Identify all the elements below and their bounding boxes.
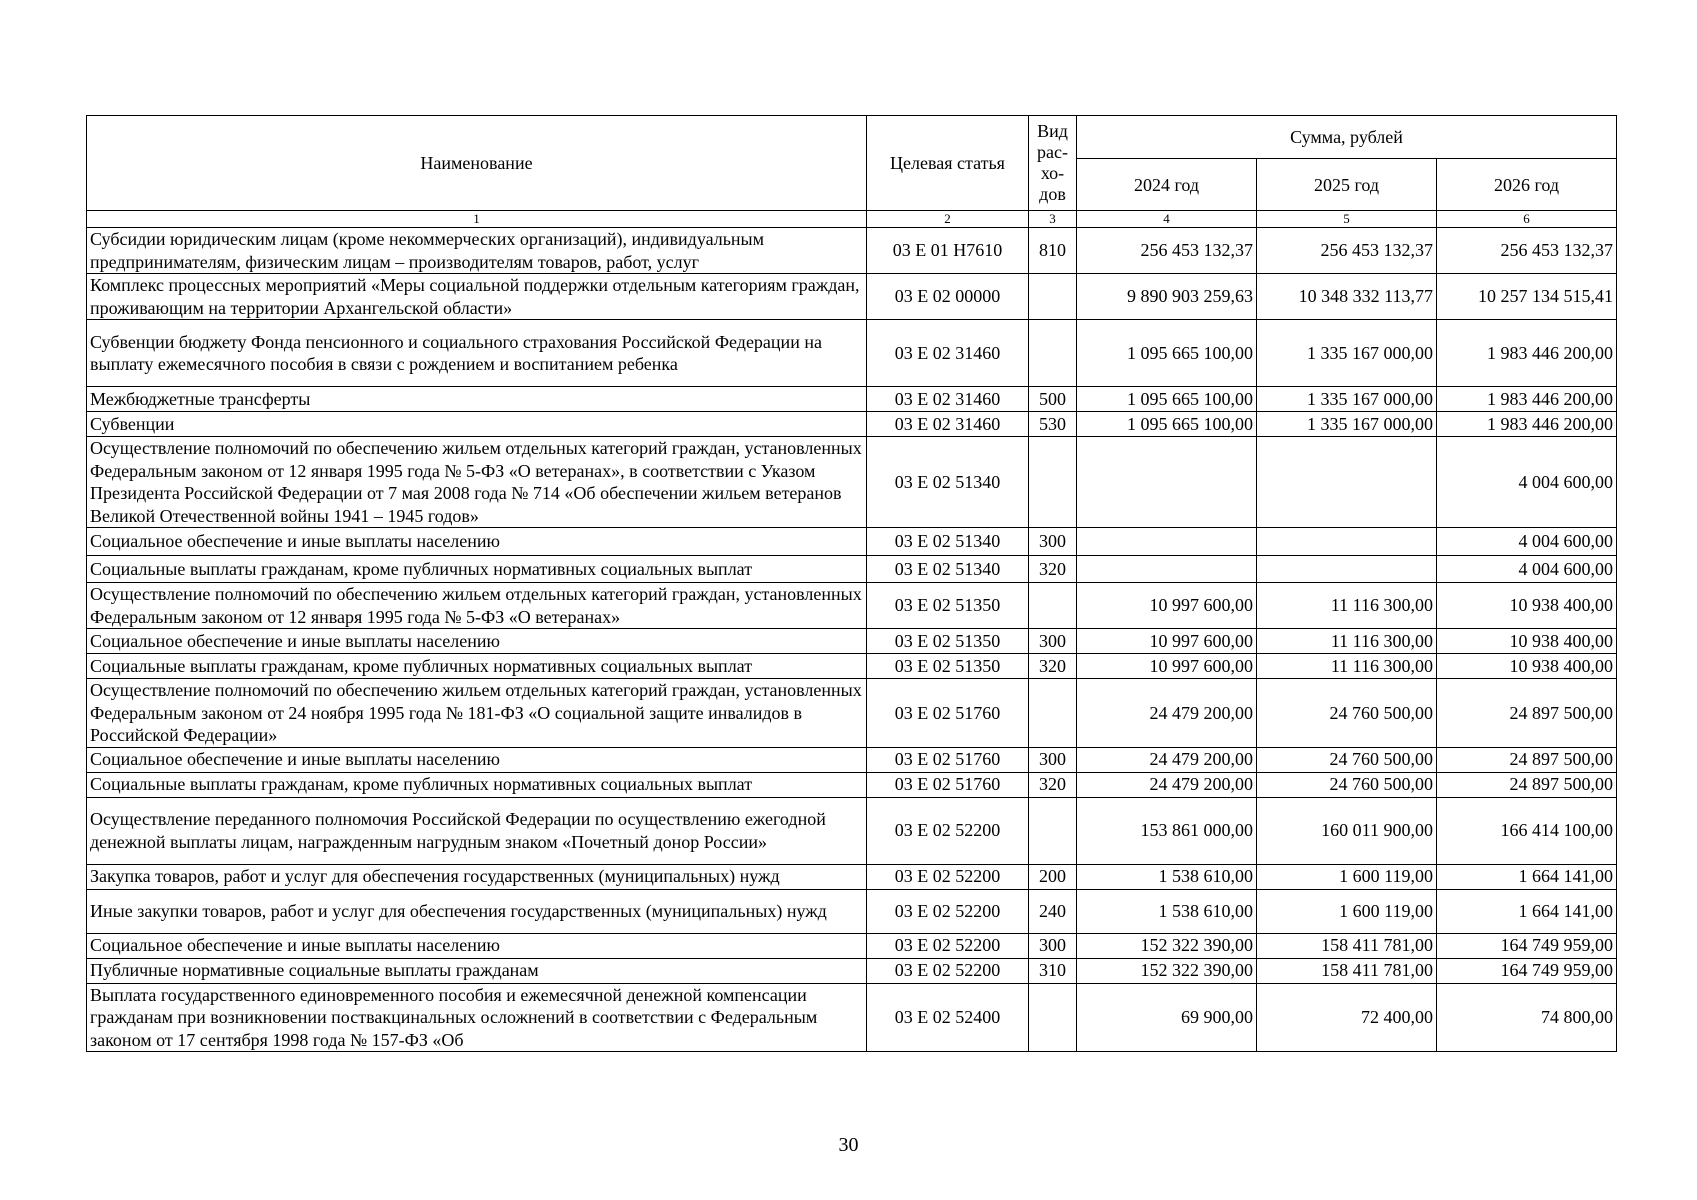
row-sum-2024 <box>1077 556 1257 583</box>
column-number-row <box>87 211 1617 228</box>
row-expense-type: 320 <box>1029 654 1077 679</box>
table-row <box>87 958 1617 983</box>
row-expense-type: 310 <box>1029 958 1077 983</box>
row-sum-2025: 72 400,00 <box>1257 983 1437 1052</box>
row-sum-2026: 10 938 400,00 <box>1437 629 1617 654</box>
row-sum-2025: 11 116 300,00 <box>1257 654 1437 679</box>
row-name: Межбюджетные трансферты <box>87 387 867 412</box>
row-sum-2026: 4 004 600,00 <box>1437 556 1617 583</box>
row-sum-2026: 74 800,00 <box>1437 983 1617 1052</box>
table-row <box>87 556 1617 583</box>
row-sum-2026: 1 664 141,00 <box>1437 889 1617 933</box>
row-name: Осуществление полномочий по обеспечению жильем отдельных категорий граждан, установленных Федеральным законом от 12 января 1995 года № 5-ФЗ «О ветеранах», в соответствии с Указом Президента Российской Федерации от 7 мая 2008 года № 714 «Об обеспечении жильем ветеранов Великой Отечественной войны 1941 – 1945 годов» <box>87 437 867 528</box>
row-expense-type: 300 <box>1029 528 1077 556</box>
row-sum-2024: 256 453 132,37 <box>1077 228 1257 274</box>
row-sum-2024 <box>1077 528 1257 556</box>
row-name: Иные закупки товаров, работ и услуг для обеспечения государственных (муниципальных) нужд <box>87 889 867 933</box>
row-expense-type <box>1029 983 1077 1052</box>
row-name: Социальное обеспечение и иные выплаты населению <box>87 747 867 772</box>
row-sum-2026: 1 983 446 200,00 <box>1437 387 1617 412</box>
row-expense-type: 240 <box>1029 889 1077 933</box>
table-row <box>87 864 1617 889</box>
row-sum-2025: 1 335 167 000,00 <box>1257 412 1437 437</box>
table-row <box>87 320 1617 387</box>
header-year-2024: 2024 год <box>1077 159 1257 211</box>
row-sum-2026: 24 897 500,00 <box>1437 679 1617 748</box>
table-row <box>87 747 1617 772</box>
row-target-article: 03 Е 02 51350 <box>867 629 1029 654</box>
row-sum-2025: 10 348 332 113,77 <box>1257 274 1437 320</box>
row-sum-2025: 1 335 167 000,00 <box>1257 320 1437 387</box>
row-sum-2026: 1 983 446 200,00 <box>1437 320 1617 387</box>
row-sum-2024: 1 538 610,00 <box>1077 889 1257 933</box>
table-row <box>87 654 1617 679</box>
table-row <box>87 983 1617 1052</box>
row-sum-2026: 166 414 100,00 <box>1437 797 1617 864</box>
row-sum-2024: 9 890 903 259,63 <box>1077 274 1257 320</box>
row-target-article: 03 Е 02 52400 <box>867 983 1029 1052</box>
page-number: 30 <box>838 1134 859 1156</box>
row-name: Социальные выплаты гражданам, кроме публичных нормативных социальных выплат <box>87 772 867 797</box>
row-target-article: 03 Е 02 00000 <box>867 274 1029 320</box>
row-sum-2025 <box>1257 556 1437 583</box>
row-sum-2026: 164 749 959,00 <box>1437 958 1617 983</box>
row-target-article: 03 Е 01 Н7610 <box>867 228 1029 274</box>
column-number: 6 <box>1437 211 1617 228</box>
table-row <box>87 437 1617 528</box>
row-sum-2025: 11 116 300,00 <box>1257 629 1437 654</box>
row-name: Социальное обеспечение и иные выплаты населению <box>87 629 867 654</box>
row-expense-type: 320 <box>1029 772 1077 797</box>
row-sum-2024: 153 861 000,00 <box>1077 797 1257 864</box>
row-sum-2025: 24 760 500,00 <box>1257 772 1437 797</box>
row-sum-2025: 158 411 781,00 <box>1257 933 1437 958</box>
row-expense-type <box>1029 274 1077 320</box>
row-sum-2024: 1 095 665 100,00 <box>1077 320 1257 387</box>
row-target-article: 03 Е 02 31460 <box>867 320 1029 387</box>
table-row <box>87 797 1617 864</box>
row-target-article: 03 Е 02 51760 <box>867 772 1029 797</box>
row-target-article: 03 Е 02 51760 <box>867 679 1029 748</box>
budget-table <box>86 115 1617 1052</box>
row-sum-2026: 10 938 400,00 <box>1437 654 1617 679</box>
row-sum-2024 <box>1077 437 1257 528</box>
row-expense-type: 200 <box>1029 864 1077 889</box>
row-name: Субсидии юридическим лицам (кроме некоммерческих организаций), индивидуальным предпринимателям, физическим лицам – производителям товаров, работ, услуг <box>87 228 867 274</box>
row-sum-2026: 10 257 134 515,41 <box>1437 274 1617 320</box>
row-target-article: 03 Е 02 51340 <box>867 528 1029 556</box>
row-expense-type: 320 <box>1029 556 1077 583</box>
column-number: 4 <box>1077 211 1257 228</box>
row-sum-2025: 256 453 132,37 <box>1257 228 1437 274</box>
table-row <box>87 933 1617 958</box>
row-expense-type <box>1029 320 1077 387</box>
row-sum-2025: 24 760 500,00 <box>1257 747 1437 772</box>
row-name: Социальное обеспечение и иные выплаты населению <box>87 528 867 556</box>
row-expense-type <box>1029 437 1077 528</box>
row-target-article: 03 Е 02 52200 <box>867 864 1029 889</box>
header-year-2026: 2026 год <box>1437 159 1617 211</box>
column-number: 5 <box>1257 211 1437 228</box>
row-sum-2025: 158 411 781,00 <box>1257 958 1437 983</box>
row-sum-2025: 1 335 167 000,00 <box>1257 387 1437 412</box>
header-expense-type: Вид рас-хо-дов <box>1029 116 1077 211</box>
row-sum-2025: 160 011 900,00 <box>1257 797 1437 864</box>
row-sum-2024: 10 997 600,00 <box>1077 654 1257 679</box>
row-name: Социальные выплаты гражданам, кроме публичных нормативных социальных выплат <box>87 556 867 583</box>
table-row <box>87 528 1617 556</box>
row-sum-2024: 69 900,00 <box>1077 983 1257 1052</box>
column-number: 1 <box>87 211 867 228</box>
row-sum-2025: 1 600 119,00 <box>1257 889 1437 933</box>
column-number: 3 <box>1029 211 1077 228</box>
row-expense-type: 530 <box>1029 412 1077 437</box>
row-target-article: 03 Е 02 31460 <box>867 412 1029 437</box>
row-name: Осуществление полномочий по обеспечению жильем отдельных категорий граждан, установленных Федеральным законом от 12 января 1995 года № 5-ФЗ «О ветеранах» <box>87 583 867 629</box>
row-target-article: 03 Е 02 51350 <box>867 654 1029 679</box>
row-sum-2024: 1 538 610,00 <box>1077 864 1257 889</box>
row-sum-2026: 1 983 446 200,00 <box>1437 412 1617 437</box>
row-sum-2024: 1 095 665 100,00 <box>1077 387 1257 412</box>
row-sum-2024: 152 322 390,00 <box>1077 933 1257 958</box>
row-name: Публичные нормативные социальные выплаты гражданам <box>87 958 867 983</box>
row-sum-2024: 10 997 600,00 <box>1077 583 1257 629</box>
row-sum-2025: 24 760 500,00 <box>1257 679 1437 748</box>
header-target-article: Целевая статья <box>867 116 1029 211</box>
row-expense-type: 300 <box>1029 629 1077 654</box>
table-row <box>87 228 1617 274</box>
row-sum-2026: 4 004 600,00 <box>1437 437 1617 528</box>
row-name: Комплекс процессных мероприятий «Меры социальной поддержки отдельным категориям граждан, проживающим на территории Архангельской области» <box>87 274 867 320</box>
row-name: Субвенции бюджету Фонда пенсионного и социального страхования Российской Федерации на выплату ежемесячного пособия в связи с рождением и воспитанием ребенка <box>87 320 867 387</box>
table-row <box>87 889 1617 933</box>
row-sum-2024: 24 479 200,00 <box>1077 772 1257 797</box>
budget-table-page <box>86 115 1616 1052</box>
row-target-article: 03 Е 02 52200 <box>867 889 1029 933</box>
table-row <box>87 583 1617 629</box>
row-sum-2025: 1 600 119,00 <box>1257 864 1437 889</box>
row-name: Социальное обеспечение и иные выплаты населению <box>87 933 867 958</box>
row-sum-2024: 10 997 600,00 <box>1077 629 1257 654</box>
table-row <box>87 387 1617 412</box>
table-row <box>87 274 1617 320</box>
row-sum-2026: 24 897 500,00 <box>1437 772 1617 797</box>
row-name: Выплата государственного единовременного пособия и ежемесячной денежной компенсации гражданам при возникновении поствакцинальных осложнений в соответствии с Федеральным законом от 17 сентября 1998 года № 157-ФЗ «Об <box>87 983 867 1052</box>
row-name: Субвенции <box>87 412 867 437</box>
row-target-article: 03 Е 02 31460 <box>867 387 1029 412</box>
row-sum-2025: 11 116 300,00 <box>1257 583 1437 629</box>
table-row <box>87 772 1617 797</box>
table-row <box>87 679 1617 748</box>
row-expense-type: 300 <box>1029 933 1077 958</box>
header-name: Наименование <box>87 116 867 211</box>
row-target-article: 03 Е 02 51340 <box>867 556 1029 583</box>
header-sum: Сумма, рублей <box>1077 116 1617 159</box>
row-sum-2026: 164 749 959,00 <box>1437 933 1617 958</box>
row-expense-type: 300 <box>1029 747 1077 772</box>
row-sum-2026: 4 004 600,00 <box>1437 528 1617 556</box>
row-name: Осуществление переданного полномочия Российской Федерации по осуществлению ежегодной денежной выплаты лицам, награжденным нагрудным знаком «Почетный донор России» <box>87 797 867 864</box>
row-sum-2024: 24 479 200,00 <box>1077 747 1257 772</box>
row-target-article: 03 Е 02 52200 <box>867 933 1029 958</box>
row-name: Закупка товаров, работ и услуг для обеспечения государственных (муниципальных) нужд <box>87 864 867 889</box>
row-name: Социальные выплаты гражданам, кроме публичных нормативных социальных выплат <box>87 654 867 679</box>
row-expense-type <box>1029 583 1077 629</box>
row-sum-2026: 256 453 132,37 <box>1437 228 1617 274</box>
row-target-article: 03 Е 02 52200 <box>867 797 1029 864</box>
table-row <box>87 629 1617 654</box>
row-sum-2024: 1 095 665 100,00 <box>1077 412 1257 437</box>
row-target-article: 03 Е 02 52200 <box>867 958 1029 983</box>
row-expense-type <box>1029 797 1077 864</box>
row-sum-2025 <box>1257 437 1437 528</box>
row-sum-2026: 10 938 400,00 <box>1437 583 1617 629</box>
row-target-article: 03 Е 02 51350 <box>867 583 1029 629</box>
header-year-2025: 2025 год <box>1257 159 1437 211</box>
row-target-article: 03 Е 02 51340 <box>867 437 1029 528</box>
row-expense-type: 810 <box>1029 228 1077 274</box>
row-target-article: 03 Е 02 51760 <box>867 747 1029 772</box>
row-name: Осуществление полномочий по обеспечению жильем отдельных категорий граждан, установленных Федеральным законом от 24 ноября 1995 года № 181-ФЗ «О социальной защите инвалидов в Российской Федерации» <box>87 679 867 748</box>
row-sum-2024: 152 322 390,00 <box>1077 958 1257 983</box>
row-sum-2024: 24 479 200,00 <box>1077 679 1257 748</box>
row-sum-2026: 24 897 500,00 <box>1437 747 1617 772</box>
table-body <box>87 228 1617 1052</box>
row-expense-type <box>1029 679 1077 748</box>
row-sum-2026: 1 664 141,00 <box>1437 864 1617 889</box>
row-expense-type: 500 <box>1029 387 1077 412</box>
table-row <box>87 412 1617 437</box>
row-sum-2025 <box>1257 528 1437 556</box>
column-number: 2 <box>867 211 1029 228</box>
